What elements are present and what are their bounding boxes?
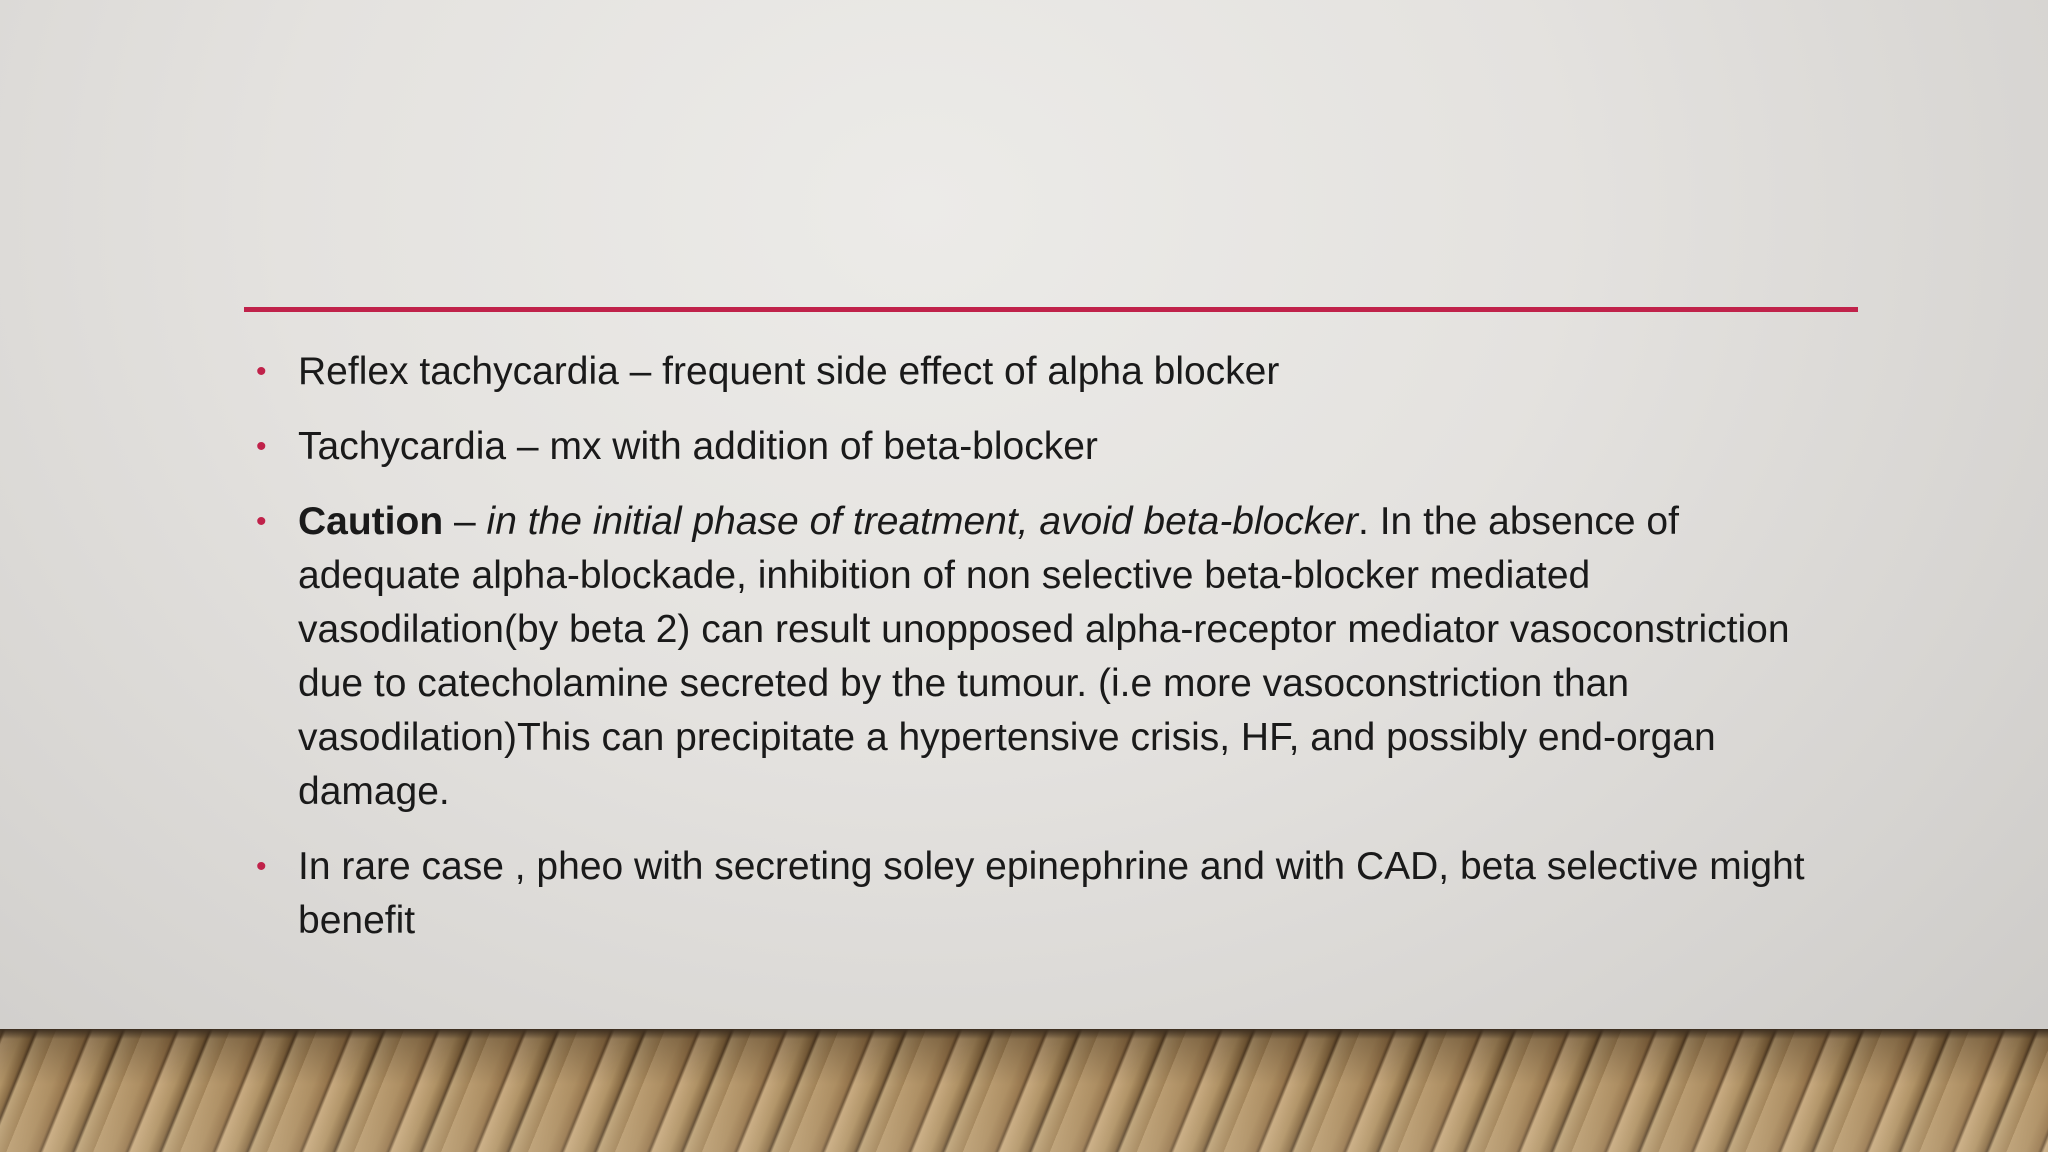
bullet-text: Tachycardia – mx with addition of beta-blocker [298,425,1098,468]
bullet-list [244,345,1844,969]
title-divider-line [244,307,1858,312]
bullet-text: In rare case , pheo with secreting soley epinephrine and with CAD, beta selective might benefit [298,845,1805,942]
floor-wall-shadow [0,1029,2048,1039]
caution-dash: – [443,500,487,543]
bullet-icon: • [256,505,267,538]
wooden-floor-background [0,1029,2048,1152]
bullet-icon: • [256,355,267,388]
caution-label: Caution [298,500,444,543]
bullet-item-rare-case [244,840,1844,948]
caution-body-text: . In the absence of adequate alpha-blockade, inhibition of non selective beta-blocker mediated vasodilation(by beta 2) can result unopposed alpha-receptor mediator vasoconstriction due to catecholamine secreted by the tumour. (i.e more vasoconstriction than vasodilation)This can precipitate a hypertensive crisis, HF, and possibly end-organ damage. [298,500,1790,813]
bullet-item-caution [244,495,1844,819]
bullet-item-tachycardia-management [244,420,1844,474]
bullet-item-reflex-tachycardia [244,345,1844,399]
caution-italic-text: in the initial phase of treatment, avoid beta-blocker [486,500,1359,543]
bullet-icon: • [256,430,267,463]
bullet-text: Reflex tachycardia – frequent side effect of alpha blocker [298,350,1280,393]
floor-shading [0,1029,2048,1152]
bullet-icon: • [256,850,267,883]
